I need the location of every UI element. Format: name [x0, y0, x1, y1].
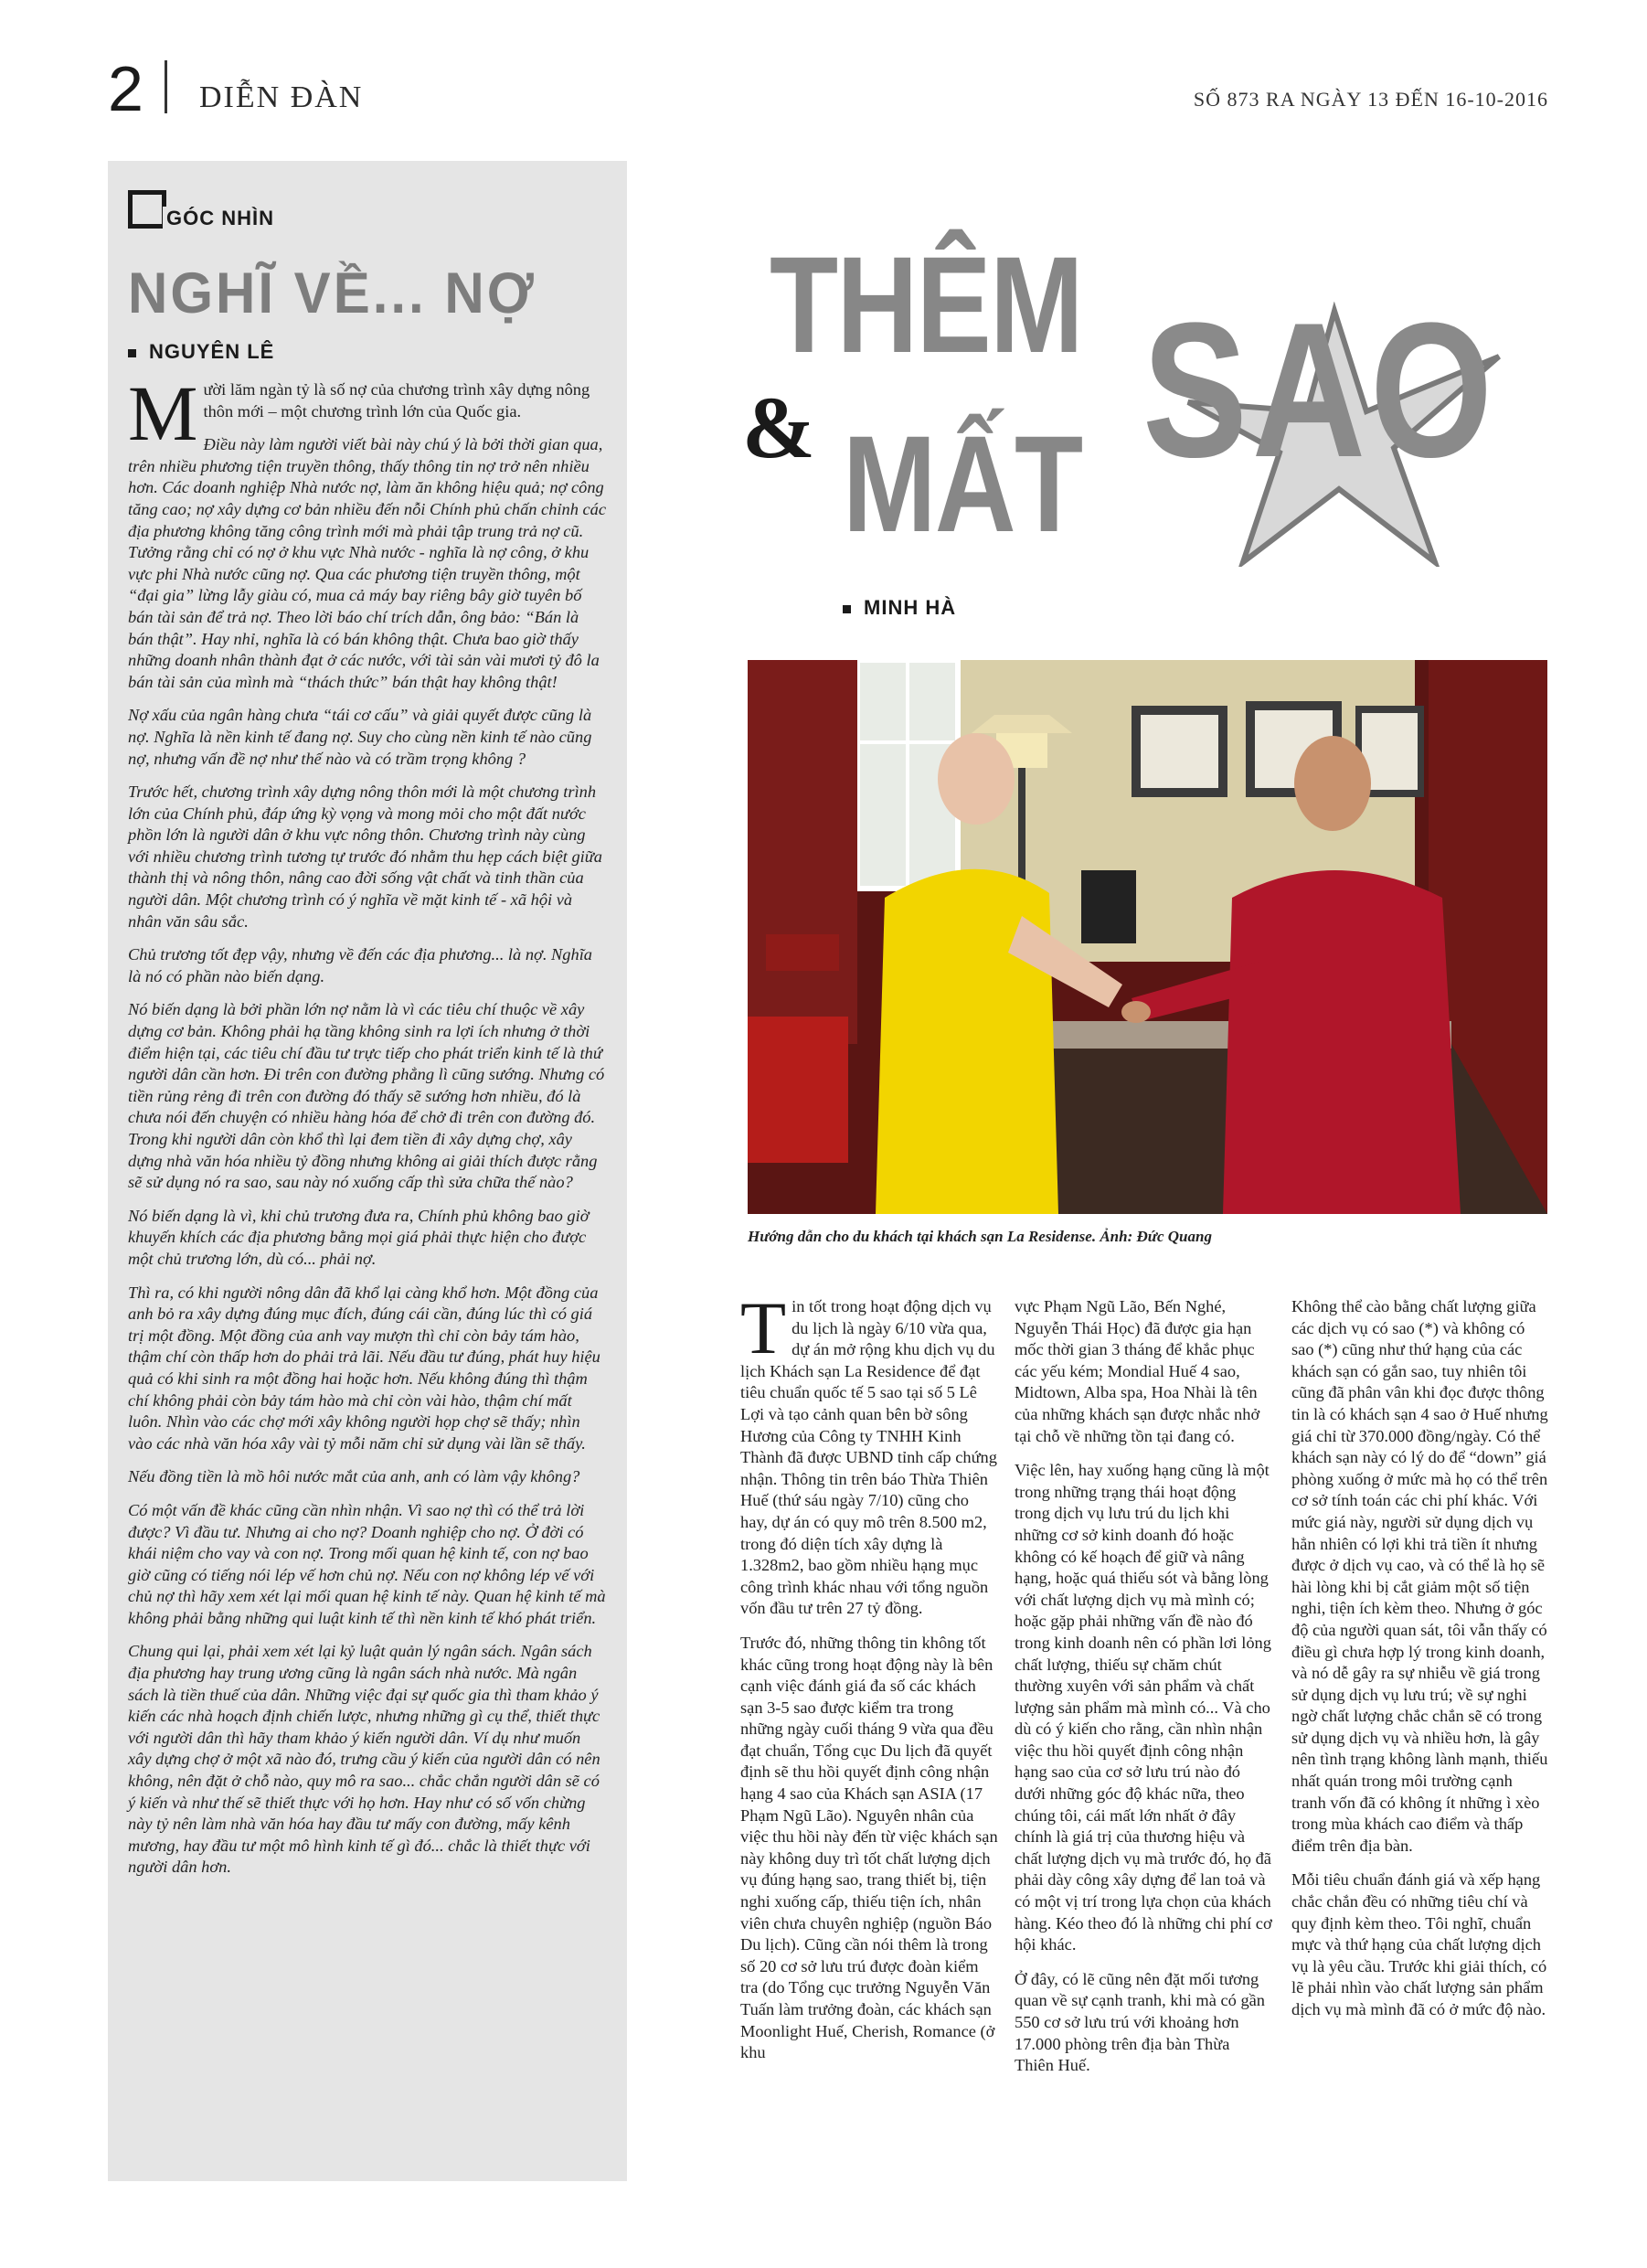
- opinion-author: [128, 340, 274, 364]
- feature-paragraph: Việc lên, hay xuống hạng cũng là một trong những trạng thái hoạt động trong dịch vụ lưu trú du lịch khi những cơ sở kinh doanh đó hoặc không có kế hoạch để giữ và nâng hạng, hoặc quá thiếu sót và bằng lòng với chất lượng dịch vụ mà mình có; hoặc gặp phải những vấn đề nào đó trong kinh doanh nên có phần lơi lỏng chất lượng, thiếu sự chăm chút thường xuyên với sản phẩm và chất lượng sản phẩm mà mình có... Và cho dù có ý kiến cho rằng, cần nhìn nhận việc thu hồi quyết định công nhận hạng sao của cơ sở lưu trú nào đó dưới những góc độ khác nữa, theo chúng tôi, cái mất lớn nhất ở đây chính là giá trị của thương hiệu và chất lượng dịch vụ mà trước đó, họ đã phải dày công xây dựng để lan toả và có một vị trí trong lựa chọn của khách hàng. Kéo theo đó là những chi phí cơ hội khác.: [1015, 1461, 1272, 1954]
- opinion-paragraph: Trước hết, chương trình xây dựng nông thôn mới là một chương trình lớn của Chính phủ, đáp ứng kỳ vọng và mong mỏi cho một đất nước phồn lớn là người dân ở khu vực nông thôn. Chương trình này cùng với nhiều chương trình tương tự trước đó nhằm thu hẹp cách biệt giữa thành thị và nông thôn, nâng cao đời sống vật chất và tinh thần của người dân. Một chương trình có ý nghĩa về mặt kinh tế - xã hội và nhân văn sâu sắc.: [128, 783, 602, 931]
- opinion-paragraph: Nợ xấu của ngân hàng chưa “tái cơ cấu” và giải quyết được cũng là nợ. Nghĩa là nền kinh tế đang nợ. Suy cho cùng nền kinh tế nào cũng nợ, nhưng vấn đề nợ như thế nào và có trầm trọng không ?: [128, 706, 592, 768]
- opinion-title: NGHĨ VỀ... NỢ: [128, 261, 537, 325]
- feature-column-3: [1291, 1296, 1551, 2034]
- page-number: 2: [108, 53, 143, 124]
- feature-column-2: [1015, 1296, 1272, 2090]
- opinion-paragraph: Thì ra, có khi người nông dân đã khổ lại càng khổ hơn. Một đồng của anh bỏ ra xây dựng đúng mục đích, đúng cái cần, đúng lúc thì có giá trị một đồng. Một đồng của anh vay mượn thì chỉ còn bảy tám hào, thậm chí còn thấp hơn do phải trả lãi. Nếu đầu tư đúng, phát huy hiệu quả có khi sinh ra một đồng hai hoặc hơn. Nếu không đúng thì thậm chí không phải còn bảy tám hào mà chỉ còn vài hào, thậm chí mất luôn. Nhìn vào các chợ mới xây không người họp chợ sẽ thấy; nhìn vào các nhà văn hóa xây vài tỷ mỗi năm chỉ sử dụng vài lần sẽ thấy.: [128, 1283, 600, 1453]
- headline-ampersand: &: [742, 378, 815, 476]
- headline-them: THÊM: [770, 228, 1082, 381]
- feature-author: [843, 596, 956, 620]
- feature-paragraph: Ở đây, có lẽ cũng nên đặt mối tương quan về sự cạnh tranh, khi mà có gần 550 cơ sở lưu trú với khoảng hơn 17.000 phòng trên địa bàn Thừa Thiên Huế.: [1015, 1969, 1265, 2075]
- bullet-icon: [128, 349, 136, 357]
- opinion-paragraph: Chủ trương tốt đẹp vậy, nhưng về đến các địa phương... là nợ. Nghĩa là nó có phần nào biến dạng.: [128, 945, 593, 985]
- drop-cap: M: [128, 369, 198, 457]
- headline-sao: SAO: [1142, 282, 1497, 497]
- feature-author-name: MINH HÀ: [864, 596, 957, 619]
- feature-paragraph: Tin tốt trong hoạt động dịch vụ du lịch là ngày 6/10 vừa qua, dự án mở rộng khu dịch vụ du lịch Khách sạn La Residence để đạt tiêu chuẩn quốc tế 5 sao tại số 5 Lê Lợi và tạo cảnh quan bên bờ sông Hương của Công ty TNHH Kinh Thành đã được UBND tỉnh cấp chứng nhận. Thông tin trên báo Thừa Thiên Huế (thứ sáu ngày 7/10) cũng cho hay, dự án có quy mô trên 8.500 m2, trong đó diện tích xây dựng là 1.328m2, bao gồm nhiều hạng mục công trình khác nhau với tổng nguồn vốn đầu tư trên 27 tỷ đồng.: [740, 1286, 997, 1618]
- kicker-square-icon: [128, 190, 166, 229]
- opinion-paragraph: Nó biến dạng là vì, khi chủ trương đưa ra, Chính phủ không bao giờ khuyến khích các địa phương bằng mọi giá phải thực hiện cho được một chủ trương lớn, dù có... phải nợ.: [128, 1206, 590, 1268]
- opinion-lead: Mười lăm ngàn tỷ là số nợ của chương trình xây dựng nông thôn mới – một chương trình lớn của Quốc gia.: [128, 369, 590, 457]
- bullet-icon: [843, 605, 851, 613]
- opinion-paragraph: Nếu đồng tiền là mồ hôi nước mắt của anh, anh có làm vậy không?: [128, 1467, 580, 1486]
- opinion-paragraph: Có một vấn đề khác cũng cần nhìn nhận. Vì sao nợ thì có thể trả lời được? Vì đầu tư. Nhưng ai cho nợ? Doanh nghiệp cho nợ. Ở đời có khái niệm cho vay và con nợ. Trong mối quan hệ kinh tế, con nợ bao giờ cũng có tiếng nói lép vế hơn chủ nợ. Nếu con nợ không lép vế với chủ nợ thì hãy xem xét lại mối quan hệ kinh tế này. Quan hệ kinh tế mà không phải bằng những qui luật kinh tế thì nền kinh tế khó phát triển.: [128, 1500, 606, 1627]
- header-divider: [165, 60, 167, 113]
- section-title: DIỄN ĐÀN: [199, 80, 364, 114]
- feature-paragraph: Không thể cào bằng chất lượng giữa các dịch vụ có sao (*) và không có sao (*) cũng như thứ hạng của các khách sạn có gắn sao, tuy nhiên tôi cũng đã phân vân khi đọc được thông tin là có khách sạn 4 sao ở Huế nhưng giá chỉ từ 370.000 đồng/ngày. Có thể khách sạn này có lý do để “down” giá phòng xuống ở mức mà họ có thể trên cơ sở tính toán các chi phí khác. Với mức giá này, người sử dụng dịch vụ hẳn nhiên có lợi khi trả tiền ít nhưng được ở dịch vụ cao, và có thể là họ sẽ hài lòng khi bị cắt giảm một số tiện nghi, tiện ích kèm theo. Nhưng ở góc độ của người quan sát, tôi vẫn thấy có điều gì chưa hợp lý trong kinh doanh, và nó dễ gây ra sự nhiễu về giá trong sử dụng dịch vụ lưu trú; về sự nghi ngờ chất lượng chắc chắn sẽ có trong sử dụng dịch vụ và nhiều hơn, là gây nên tình trạng không lành mạnh, thiếu nhất quán trong môi trường cạnh tranh vốn đã có không ít những ì xèo trong mùa khách cao điểm và thấp điểm trên địa bàn.: [1291, 1297, 1548, 1855]
- opinion-paragraph: Điều này làm người viết bài này chú ý là bởi thời gian qua, trên nhiều phương tiện truyền thông, thấy thông tin nợ trở nên nhiều hơn. Các doanh nghiệp Nhà nước nợ, làm ăn không hiệu quả; nợ công tăng cao; nợ xây dựng cơ bản nhiều đến nỗi Chính phủ chấn chỉnh các địa phương không tăng công trình mới mà phải tập trung trả nợ cũ. Tưởng rằng chỉ có nợ ở khu vực Nhà nước - nghĩa là nợ công, ở khu vực phi Nhà nước cũng nợ. Qua các phương tiện truyền thông, một “đại gia” lừng lẫy giàu có, mua cả máy bay riêng bây giờ tuyên bố bán tài sản để trả nợ. Theo lời báo chí trích dẫn, ông bảo: “Bán là bán thật”. Hay nhỉ, nghĩa là có bán không thật. Chưa bao giờ thấy những doanh nhân thành đạt ở các nước, với tài sản vài mươi tỷ đô la bán tài sản của mình mà “thách thức” bán thật hay không thật!: [128, 435, 607, 691]
- opinion-paragraph: Chung qui lại, phải xem xét lại kỷ luật quản lý ngân sách. Ngân sách địa phương hay trung ương cũng là ngân sách nhà nước. Mà ngân sách là tiền thuế của dân. Những việc đại sự quốc gia thì tham khảo ý kiến các nhà hoạch định chiến lược, nhưng những gì cụ thể, thiết thực với người dân thì hãy tham khảo ý kiến người dân. Ví dụ như muốn xây dựng chợ ở một xã nào đó, trưng cầu ý kiến của người dân có nên không, nên đặt ở chỗ nào, quy mô ra sao... chắc chắn người dân sẽ có ý kiến và như thế sẽ thiết thực với họ hơn. Hay như có số vốn chừng này tỷ nên làm nhà văn hóa hay đầu tư mấy con đường, mấy kênh mương, hay đầu tư một mô hình kinh tế gì đó... chắc là thiết thực với người dân hơn.: [128, 1642, 600, 1877]
- opinion-body: [128, 369, 608, 1890]
- hotel-reception-photo: [748, 660, 1547, 1214]
- photo-caption: Hướng dẫn cho du khách tại khách sạn La Residense. Ảnh: Đức Quang: [748, 1228, 1212, 1245]
- issue-info: SỐ 873 RA NGÀY 13 ĐẾN 16-10-2016: [1193, 88, 1548, 111]
- drop-cap: T: [740, 1286, 787, 1369]
- feature-column-1: [740, 1286, 998, 2077]
- feature-paragraph: Mỗi tiêu chuẩn đánh giá và xếp hạng chắc chắn đều có những tiêu chí và quy định kèm theo. Tôi nghĩ, chuẩn mực và thứ hạng của chất lượng dịch vụ là yêu cầu. Trước khi giải thích, có lẽ phải nhìn vào chất lượng sản phẩm dịch vụ mà mình đã có ở mức độ nào.: [1291, 1870, 1547, 2018]
- opinion-author-name: NGUYÊN LÊ: [149, 340, 275, 363]
- feature-paragraph: vực Phạm Ngũ Lão, Bến Nghé, Nguyễn Thái Học) đã được gia hạn mốc thời gian 3 tháng để khắc phục các yếu kém; Mondial Huế 4 sao, Midtown, Alba spa, Hoa Nhài là tên của những khách sạn được nhắc nhở tại chỗ về những tồn tại đang có.: [1015, 1297, 1260, 1445]
- headline-mat: MẤT: [843, 407, 1082, 560]
- kicker-label: GÓC NHÌN: [163, 207, 278, 230]
- opinion-paragraph: Nó biến dạng là bởi phần lớn nợ nằm là vì các tiêu chí thuộc về xây dựng cơ bản. Không phải hạ tầng không sinh ra lợi ích nhưng ở thời điểm hiện tại, các tiêu chí đầu tư trực tiếp cho phát triển kinh tế là thứ người dân cần hơn. Đi trên con đường phẳng lì cũng sướng. Nhưng có tiền rủng rẻng đi trên con đường đó thấy sẽ sướng hơn nhiều, đó là chưa nói đến chuyện có nhiều hàng hóa để chở đi trên con đường đó. Trong khi người dân còn khổ thì lại đem tiền đi xây dựng chợ, xây dựng nhà văn hóa nhiều tỷ đồng nhưng không ai giải thích được rằng sẽ sử dụng nó ra sao, sau này nó xuống cấp thì sửa chữa thế nào?: [128, 1000, 605, 1192]
- feature-paragraph: Trước đó, những thông tin không tốt khác cũng trong hoạt động này là bên cạnh việc đánh giá đa số các khách sạn 3-5 sao được kiểm tra trong những ngày cuối tháng 9 vừa qua đều đạt chuẩn, Tổng cục Du lịch đã quyết định sẽ thu hồi quyết định công nhận hạng 4 sao của Khách sạn ASIA (17 Phạm Ngũ Lão). Nguyên nhân của việc thu hồi này đến từ việc khách sạn này không duy trì tốt chất lượng dịch vụ đúng hạng sao, trang thiết bị, tiện nghi xuống cấp, thiếu tiện ích, nhân viên chưa chuyên nghiệp (nguồn Báo Du lịch). Cũng cần nói thêm là trong số 20 cơ sở lưu trú được đoàn kiểm tra (do Tổng cục trưởng Nguyễn Văn Tuấn làm trưởng đoàn, các khách sạn Moonlight Huế, Cherish, Romance (ở khu: [740, 1633, 998, 2062]
